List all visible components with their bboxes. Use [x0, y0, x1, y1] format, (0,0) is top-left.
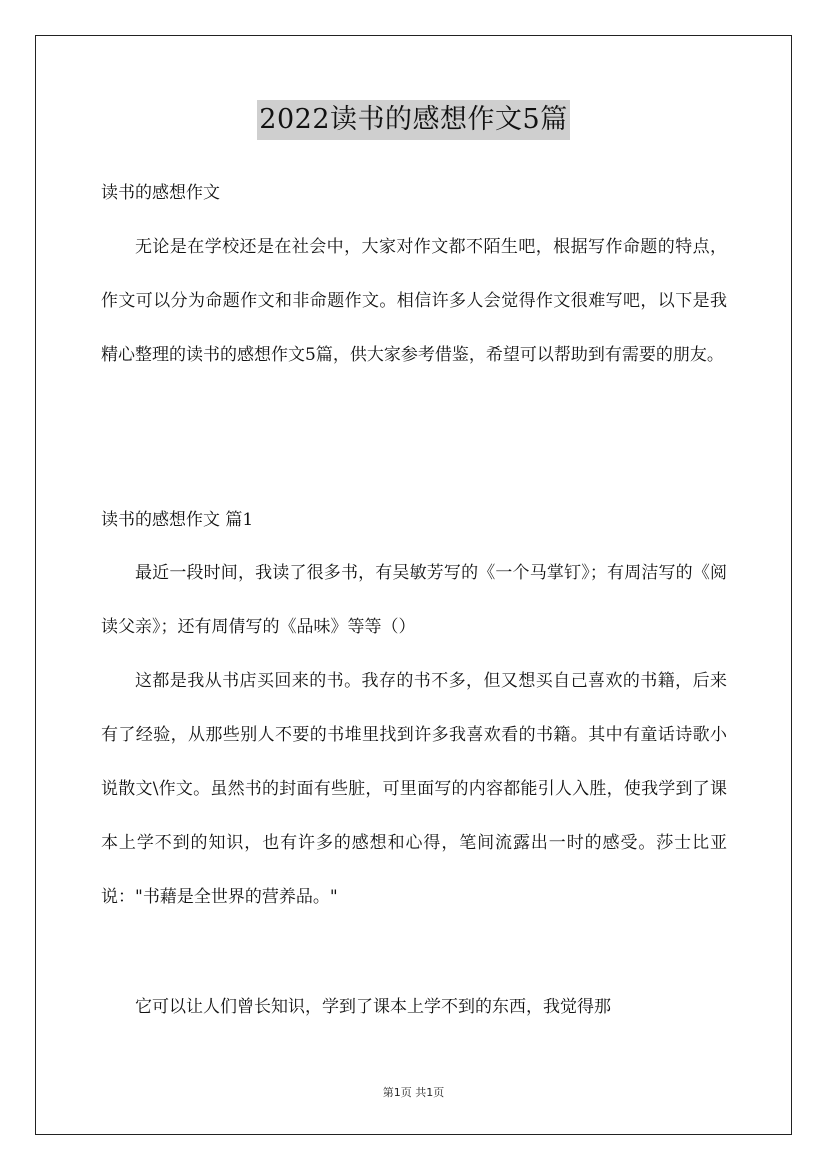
title-text: 2022读书的感想作文5篇: [257, 100, 569, 140]
body-paragraph-1: 最近一段时间，我读了很多书，有吴敏芳写的《一个马掌钉》；有周洁写的《阅读父亲》；还有周倩写的《品味》等等（）: [101, 563, 727, 637]
body-paragraph-2: 这都是我从书店买回来的书。我存的书不多，但又想买自己喜欢的书籍，后来有了经验，从那些别人不要的书堆里找到许多我喜欢看的书籍。其中有童话诗歌小说散文\作文。虽然书的封面有些脏，可里面写的内容都能引人入胜，使我学到了课本上学不到的知识，也有许多的感想和心得，笔间流露出一时的感受。莎士比亚说："书藉是全世界的营养品。": [101, 671, 727, 907]
section-heading: 读书的感想作文 篇1: [101, 510, 254, 530]
body-paragraph-3: 它可以让人们曾长知识，学到了课本上学不到的东西，我觉得那: [135, 997, 611, 1017]
page-footer: 第1页 共1页: [382, 1086, 445, 1099]
intro-paragraph: 无论是在学校还是在社会中，大家对作文都不陌生吧，根据写作命题的特点，作文可以分为命题作文和非命题作文。相信许多人会觉得作文很难写吧，以下是我精心整理的读书的感想作文5篇，供大家参考借鉴，希望可以帮助到有需要的朋友。: [101, 237, 727, 365]
document-title: [0, 100, 827, 140]
intro-heading: 读书的感想作文: [101, 183, 220, 203]
